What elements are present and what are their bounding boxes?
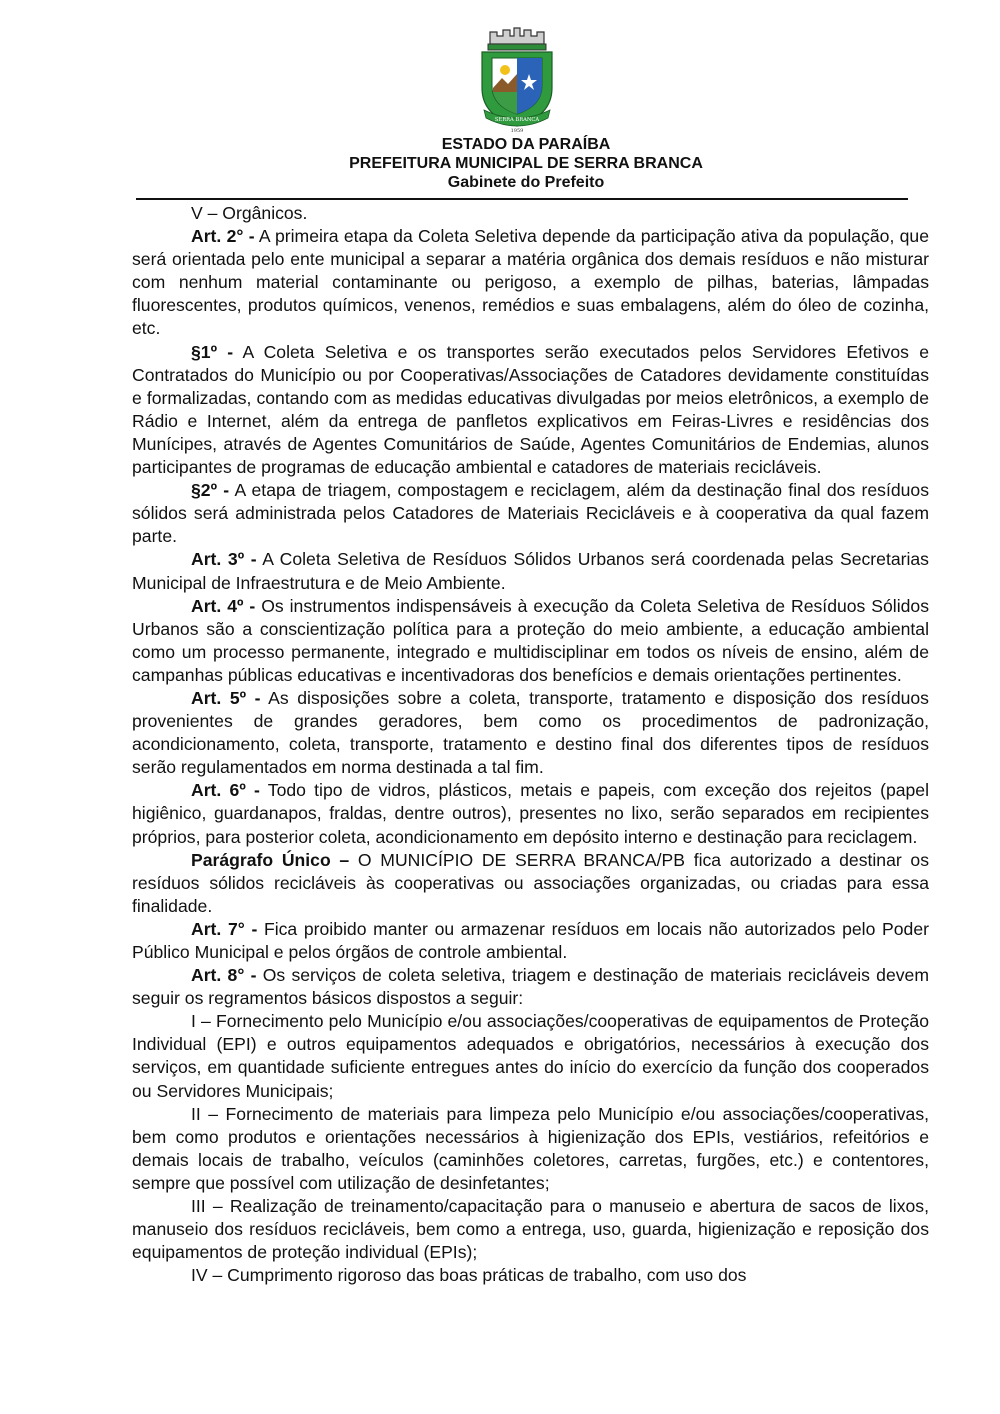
list-item-v: V – Orgânicos. [191, 203, 308, 223]
prefecture-title: PREFEITURA MUNICIPAL DE SERRA BRANCA [349, 155, 703, 172]
seal-motto-text: SERRA BRANCA [494, 117, 540, 123]
article-5: Art. 5º - As disposições sobre a coleta, transporte, tratamento e disposição dos resíduos provenientes de grandes geradores, bem como os procedimentos de padronização, acondicionamento, coleta, transporte, tratamento e destino final dos diferentes tipos de resíduos serão regulamentados em norma destinada a tal fim. [132, 687, 929, 778]
article-7: Art. 7° - Fica proibido manter ou armazenar resíduos em locais não autorizados pelo Poder Público Municipal e pelos órgãos de controle ambiental. [132, 918, 929, 962]
article-8: Art. 8° - Os serviços de coleta seletiva, triagem e destinação de materiais recicláveis devem seguir os regramentos básicos dispostos a seguir: [132, 965, 929, 1009]
article-4: Art. 4º - Os instrumentos indispensáveis à execução da Coleta Seletiva de Resíduos Sólidos Urbanos são a conscientização política para a proteção do meio ambiente, a educação ambiental como um processo permanente, integrado e multidisciplinar em todos os níveis de ensino, além de campanhas públicas educativas e incentivadoras dos benefícios e demais orientações pertinentes. [132, 595, 929, 685]
article-2: Art. 2° - A primeira etapa da Coleta Seletiva depende da participação ativa da população, que será orientada pelo ente municipal a separar a matéria orgânica dos demais resíduos e não misturar com nenhum material contaminante ou perigoso, a exemplo de pilhas, baterias, lâmpadas fluorescentes, produtos químicos, venenos, remédios e suas embalagens, além do óleo de cozinha, etc. [132, 226, 929, 339]
article-2-paragraph-2: §2º - A etapa de triagem, compostagem e reciclagem, além da destinação final dos resíduos sólidos será administrada pelos Catadores de Materiais Recicláveis e à cooperativa da qual fazem parte. [132, 480, 930, 547]
article-8-item-iii: III – Realização de treinamento/capacitação para o manuseio e abertura de sacos de lixos, manuseio dos resíduos recicláveis, bem como a entrega, uso, guarda, higienização e reposição dos equipamentos de proteção individual (EPIs); [132, 1196, 929, 1263]
office-title: Gabinete do Prefeito [447, 174, 605, 191]
article-6-sole-paragraph: Parágrafo Único – O MUNICÍPIO DE SERRA BRANCA/PB fica autorizado a destinar os resíduos sólidos recicláveis às cooperativas ou associações organizadas, ou criadas para essa finalidade. [132, 849, 930, 916]
state-title: ESTADO DA PARAÍBA [441, 136, 611, 153]
article-8-item-iv: IV – Cumprimento rigoroso das boas práticas de trabalho, com uso dos [191, 1265, 747, 1286]
article-6: Art. 6º - Todo tipo de vidros, plásticos, metais e papeis, com exceção dos rejeitos (papel higiênico, guardanapos, fraldas, dentre outros), presentes no lixo, serão separados em recipientes próprios, para posterior coleta, acondicionamento em depósito interno e destinação para reciclagem. [132, 780, 929, 847]
article-3: Art. 3º - A Coleta Seletiva de Resíduos Sólidos Urbanos será coordenada pelas Secretarias Municipal de Infraestrutura e de Meio Ambiente. [132, 549, 929, 593]
seal-year-text: 1959 [510, 128, 524, 134]
article-8-item-i: I – Fornecimento pelo Município e/ou associações/cooperativas de equipamentos de Proteção Individual (EPI) e outros equipamentos adequados e obrigatórios, necessários à execução dos serviços, em quantidade suficiente entregues antes do início do exercício da função dos cooperados ou Servidores Municipais; [132, 1011, 929, 1101]
header-divider [136, 198, 908, 200]
document-body [132, 202, 929, 1287]
municipal-coat-of-arms-icon [474, 22, 560, 134]
article-8-item-ii: II – Fornecimento de materiais para limpeza pelo Município e/ou associações/cooperativas, bem como produtos e orientações necessários à higienização dos EPIs, vestiários, refeitórios e demais locais de trabalho, veículos (caminhões coletores, carretas, furgões, etc.) e contentores, sempre que possível com utilização de desinfetantes; [132, 1103, 929, 1193]
article-2-paragraph-1: §1º - A Coleta Seletiva e os transportes serão executados pelos Servidores Efetivos e Contratados do Município ou por Cooperativas/Associações de Catadores devidamente constituídas e formalizadas, contando com as medidas educativas divulgadas por meios eletrônicos, a exemplo de Rádio e Internet, além da entrega de panfletos explicativos em Feiras-Livres e residências dos Munícipes, através de Agentes Comunitários de Saúde, Agentes Comunitários de Endemias, alunos participantes de programas de educação ambiental e catadores de materiais recicláveis. [132, 341, 929, 478]
document-header [0, 135, 1000, 192]
